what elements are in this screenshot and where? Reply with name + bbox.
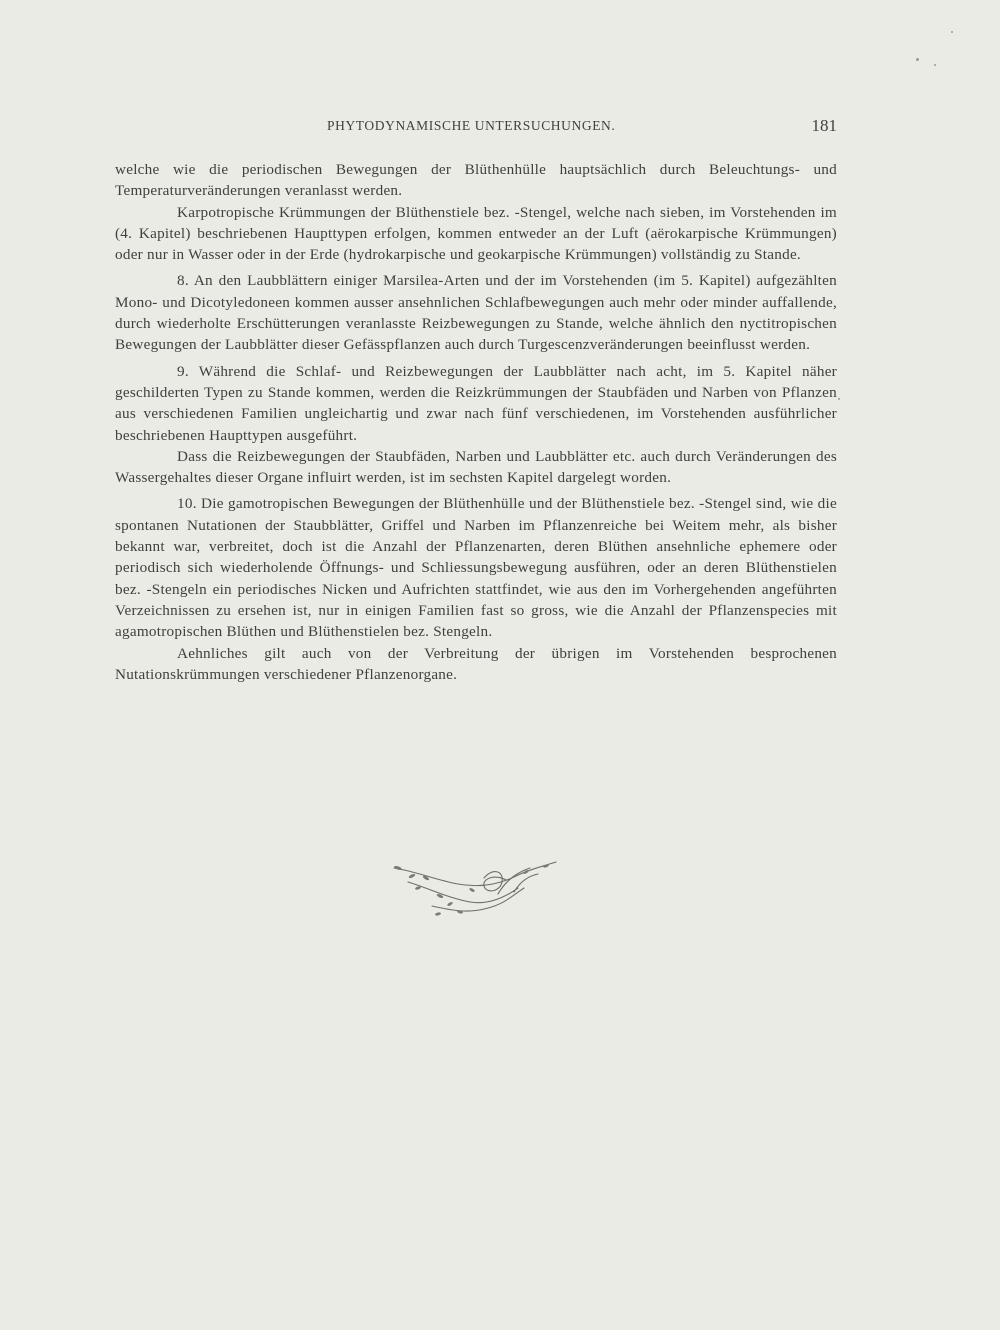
body-text [115, 159, 837, 685]
paper-speck [838, 398, 840, 400]
paragraph-aehnliches: Aehnliches gilt auch von der Verbreitung der übrigen im Vorstehenden besprochenen Nutationskrümmungen verschiedener Pflanzenorgane. [115, 644, 837, 683]
paragraph-karpotropische: Karpotropische Krümmungen der Blüthenstiele bez. -Stengel, welche nach sieben, im Vorstehenden im (4. Kapitel) beschriebenen Haupttypen erfolgen, kommen entweder an der Luft (aërokarpische Krümmungen) oder nur in Wasser oder in der Erde (hydrokarpische und geokarpische Krümmungen) vollständig zu Stande. [115, 203, 837, 264]
running-title: PHYTODYNAMISCHE UNTERSUCHUNGEN. [327, 118, 616, 133]
paragraph-reizbewegungen: Dass die Reizbewegungen der Staubfäden, Narben und Laubblätter etc. auch durch Veränderungen des Wassergehaltes dieser Organe influirt werden, ist im sechsten Kapitel dargelegt worden. [115, 447, 837, 487]
paper-speck [916, 58, 919, 61]
paper-speck [934, 64, 936, 66]
paragraph-8: 8. An den Laubblättern einiger Marsilea-Arten und der im Vorstehenden (im 5. Kapitel) aufgezählten Mono- und Dicotyledoneen kommen ausser ansehnlichen Schlafbewegungen auch mehr oder minder auffallende, durch wiederholte Erschütterungen veranlasste Reizbewegungen zu Stande, welche ähnlich den nyctitropischen Bewegungen der Laubblätter dieser Gefässpflanzen auch durch Turgescenzveränderungen beeinflusst werden. [115, 272, 837, 354]
page-number: 181 [811, 116, 837, 135]
paper-speck [951, 31, 953, 33]
page-header [115, 116, 837, 140]
paragraph-continuation: welche wie die periodischen Bewegungen der Blüthenhülle hauptsächlich durch Beleuchtungs- und Temperaturveränderungen veranlasst werden. [115, 161, 837, 200]
paragraph-10: 10. Die gamotropischen Bewegungen der Blüthenhülle und der Blüthenstiele bez. -Stengel sind, wie die spontanen Nutationen der Staubblätter, Griffel und Narben im Pflanzenreiche bei Weitem mehr, als bisher bekannt war, verbreitet, doch ist die Anzahl der Pflanzenarten, deren Blüthen ansehnliche ephemere oder periodisch sich wiederholende Öffnungs- und Schliessungsbewegung ausführen, oder an deren Blüthenstielen bez. -Stengeln ein periodisches Nicken und Aufrichten stattfindet, wie aus den im Vorhergehenden angeführten Verzeichnissen zu ersehen ist, nur in einigen Familien fast so gross, wie die Anzahl der Pflanzenspecies mit agamotropischen Blüthen und Blüthenstielen bez. Stengeln. [115, 495, 837, 641]
floral-ornament-icon [388, 858, 560, 922]
paragraph-9: 9. Während die Schlaf- und Reizbewegungen der Laubblätter nach acht, im 5. Kapitel näher geschilderten Typen zu Stande kommen, werden die Reizkrümmungen der Staubfäden und Narben von Pflanzen aus verschiedenen Familien ungleichartig und zwar nach fünf verschiedenen, im Vorstehenden ausführlicher beschriebenen Haupttypen ausgeführt. [115, 362, 837, 444]
